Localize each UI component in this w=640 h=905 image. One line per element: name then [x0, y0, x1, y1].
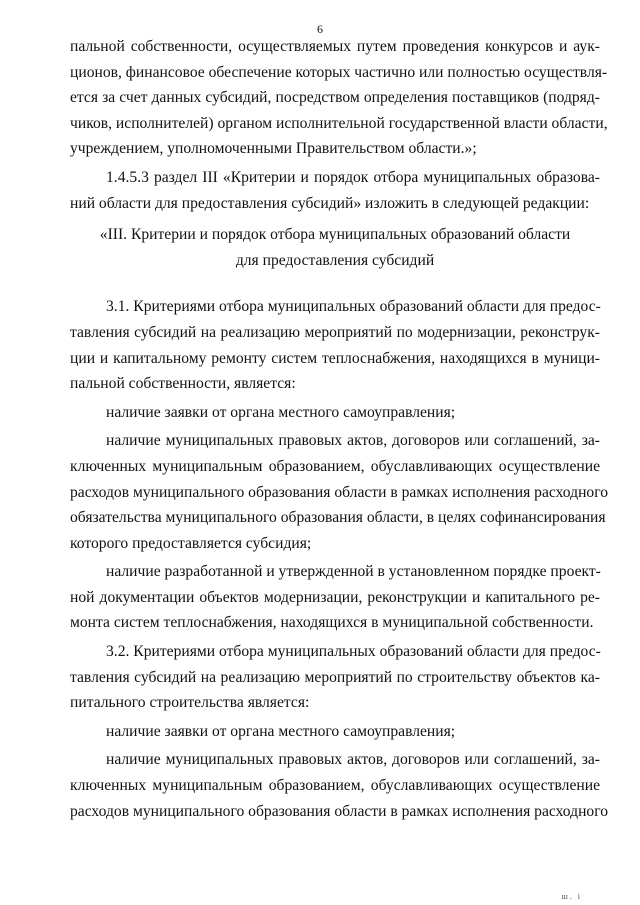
text-line: 1.4.5.3 раздел III «Критерии и порядок отбора муниципальных образова-	[106, 168, 600, 186]
text-line: чиков, исполнителей) органом исполнительной государственной власти области,	[70, 114, 608, 132]
text-line: ной документации объектов модернизации, реконструкции и капитального ре-	[70, 588, 600, 606]
text-line: наличие муниципальных правовых актов, договоров или соглашений, за-	[106, 432, 600, 450]
text-line: наличие муниципальных правовых актов, договоров или соглашений, за-	[106, 751, 600, 769]
text-line: тавления субсидий на реализацию мероприятий по модернизации, реконструк-	[70, 323, 600, 341]
footer-mark: ш. і	[561, 892, 582, 901]
text-line: наличие заявки от органа местного самоуправления;	[106, 722, 456, 740]
text-line: 3.2. Критериями отбора муниципальных образований области для предос-	[106, 643, 601, 661]
text-line: наличие заявки от органа местного самоуправления;	[106, 403, 456, 421]
text-line: монта систем теплоснабжения, находящихся в муниципальной собственности.	[70, 614, 594, 632]
text-line: ний области для предоставления субсидий» изложить в следующей редакции:	[70, 194, 590, 212]
text-line: ключенных муниципальным образованием, обуславливающих осуществление	[70, 777, 600, 795]
section-heading: «III. Критерии и порядок отбора муниципальных образований области	[99, 226, 571, 244]
text-line: ется за счет данных субсидий, посредством определения поставщиков (подряд-	[70, 89, 600, 107]
page-number: 6	[317, 22, 323, 36]
document-body	[70, 34, 609, 824]
text-line: пальной собственности, является:	[70, 375, 296, 393]
text-line: наличие разработанной и утвержденной в установленном порядке проект-	[106, 563, 601, 581]
text-line: ционов, финансовое обеспечение которых частично или полностью осуществля-	[70, 63, 608, 81]
text-line: питального строительства является:	[70, 694, 310, 712]
text-line: тавления субсидий на реализацию мероприятий по строительству объектов ка-	[70, 668, 600, 686]
section-heading: для предоставления субсидий	[235, 251, 435, 269]
text-line: обязательства муниципального образования области, в целях софинансирования	[70, 509, 606, 527]
text-line: пальной собственности, осуществляемых путем проведения конкурсов и аук-	[70, 38, 600, 55]
text-line: учреждением, уполномоченными Правительством области.»;	[70, 140, 477, 158]
text-line: 3.1. Критериями отбора муниципальных образований области для предос-	[106, 298, 601, 316]
text-line: расходов муниципального образования области в рамках исполнения расходного	[70, 802, 609, 820]
text-line: ции и капитальному ремонту систем теплоснабжения, находящихся в муници-	[70, 349, 600, 367]
text-line: которого предоставляется субсидия;	[70, 534, 312, 552]
text-line: ключенных муниципальным образованием, обуславливающих осуществление	[70, 457, 600, 475]
text-line: расходов муниципального образования области в рамках исполнения расходного	[70, 483, 609, 501]
